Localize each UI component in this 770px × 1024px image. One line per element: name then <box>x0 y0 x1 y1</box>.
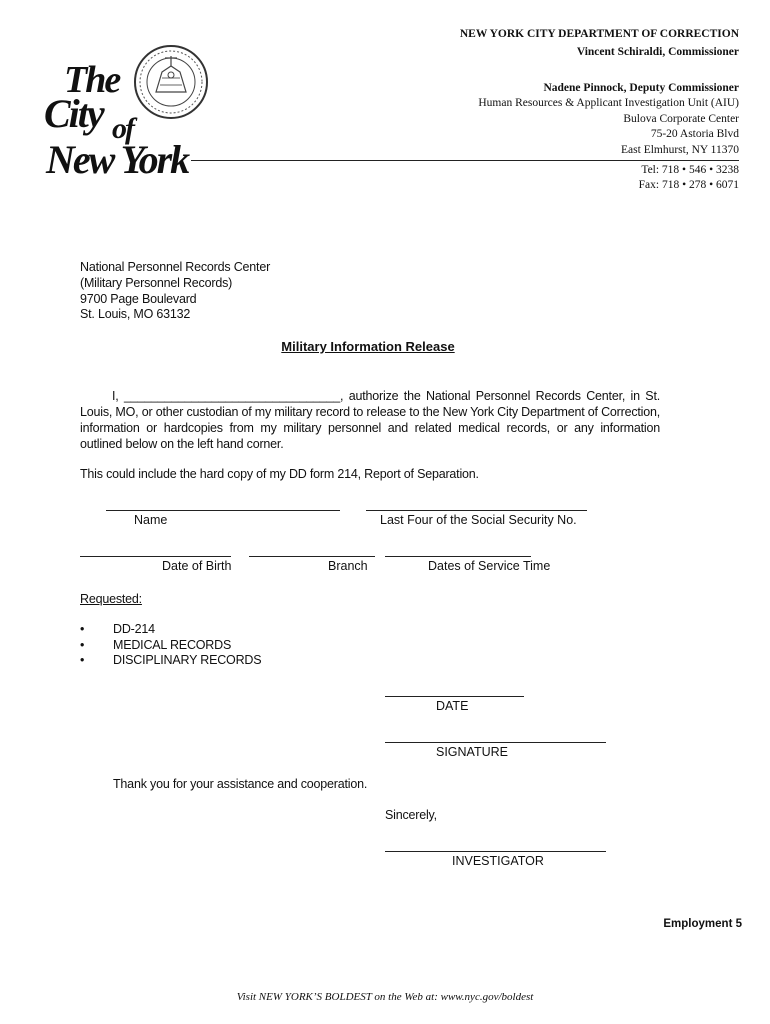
sincerely-text: Sincerely, <box>385 808 437 822</box>
investigator-label: INVESTIGATOR <box>452 854 544 868</box>
ssn-label: Last Four of the Social Security No. <box>380 513 577 527</box>
fax: Fax: 718 • 278 • 6071 <box>638 179 739 191</box>
authorization-paragraph: I, ________________________________, authorize the National Personnel Records Center, in St. Louis, MO, or other custodian of my military record to release to the New York City Department of Correction, information or hardcopies from my military personnel and related medical records, or any information outlined below on the left hand corner. <box>80 389 660 451</box>
building-name: Bulova Corporate Center <box>623 113 739 125</box>
date-line[interactable] <box>385 696 524 697</box>
document-title: Military Information Release <box>281 339 455 354</box>
recipient-line-2: (Military Personnel Records) <box>80 276 233 290</box>
ssn-line[interactable] <box>366 510 587 511</box>
commissioner: Vincent Schiraldi, Commissioner <box>576 46 739 58</box>
recipient-line-3: 9700 Page Boulevard <box>80 292 197 306</box>
bullet-icon: • <box>80 622 85 636</box>
bullet-icon: • <box>80 638 85 652</box>
logo-new-york: New York <box>46 137 189 182</box>
dd214-note: This could include the hard copy of my DD form 214, Report of Separation. <box>80 467 479 481</box>
requested-item-3: DISCIPLINARY RECORDS <box>113 653 262 667</box>
deputy-commissioner: Nadene Pinnock, Deputy Commissioner <box>543 82 739 94</box>
service-line[interactable] <box>385 556 531 557</box>
nyc-logo <box>44 40 214 185</box>
investigator-line[interactable] <box>385 851 606 852</box>
list-item <box>80 652 262 668</box>
branch-label: Branch <box>328 559 368 573</box>
requested-heading: Requested: <box>80 592 142 606</box>
branch-line[interactable] <box>249 556 375 557</box>
requested-item-1: DD-214 <box>113 622 155 636</box>
recipient-line-1: National Personnel Records Center <box>80 260 271 274</box>
requested-item-2: MEDICAL RECORDS <box>113 638 232 652</box>
dob-label: Date of Birth <box>162 559 232 573</box>
name-line[interactable] <box>106 510 340 511</box>
dob-line[interactable] <box>80 556 231 557</box>
signature-label: SIGNATURE <box>436 745 508 759</box>
street-address: 75-20 Astoria Blvd <box>650 128 739 140</box>
logo-city: City <box>44 91 103 136</box>
city-address: East Elmhurst, NY 11370 <box>621 144 739 156</box>
footer-text: Visit NEW YORK’S BOLDEST on the Web at: www.nyc.gov/boldest <box>236 991 534 1003</box>
department-name: NEW YORK CITY DEPARTMENT OF CORRECTION <box>459 28 739 40</box>
signature-line[interactable] <box>385 742 606 743</box>
thanks-text: Thank you for your assistance and cooperation. <box>113 777 368 791</box>
service-label: Dates of Service Time <box>428 559 551 573</box>
header-divider <box>191 160 739 161</box>
logo-of: of <box>112 112 133 145</box>
form-code: Employment 5 <box>663 918 742 930</box>
unit-name: Human Resources & Applicant Investigation Unit (AIU) <box>478 97 739 109</box>
name-label: Name <box>134 513 168 527</box>
city-seal-icon <box>132 42 210 122</box>
bullet-icon: • <box>80 653 85 667</box>
recipient-line-4: St. Louis, MO 63132 <box>80 307 191 321</box>
date-label: DATE <box>436 699 469 713</box>
telephone: Tel: 718 • 546 • 3238 <box>641 164 739 176</box>
list-item <box>80 637 232 653</box>
logo-the: The <box>64 59 120 101</box>
list-item <box>80 621 155 637</box>
